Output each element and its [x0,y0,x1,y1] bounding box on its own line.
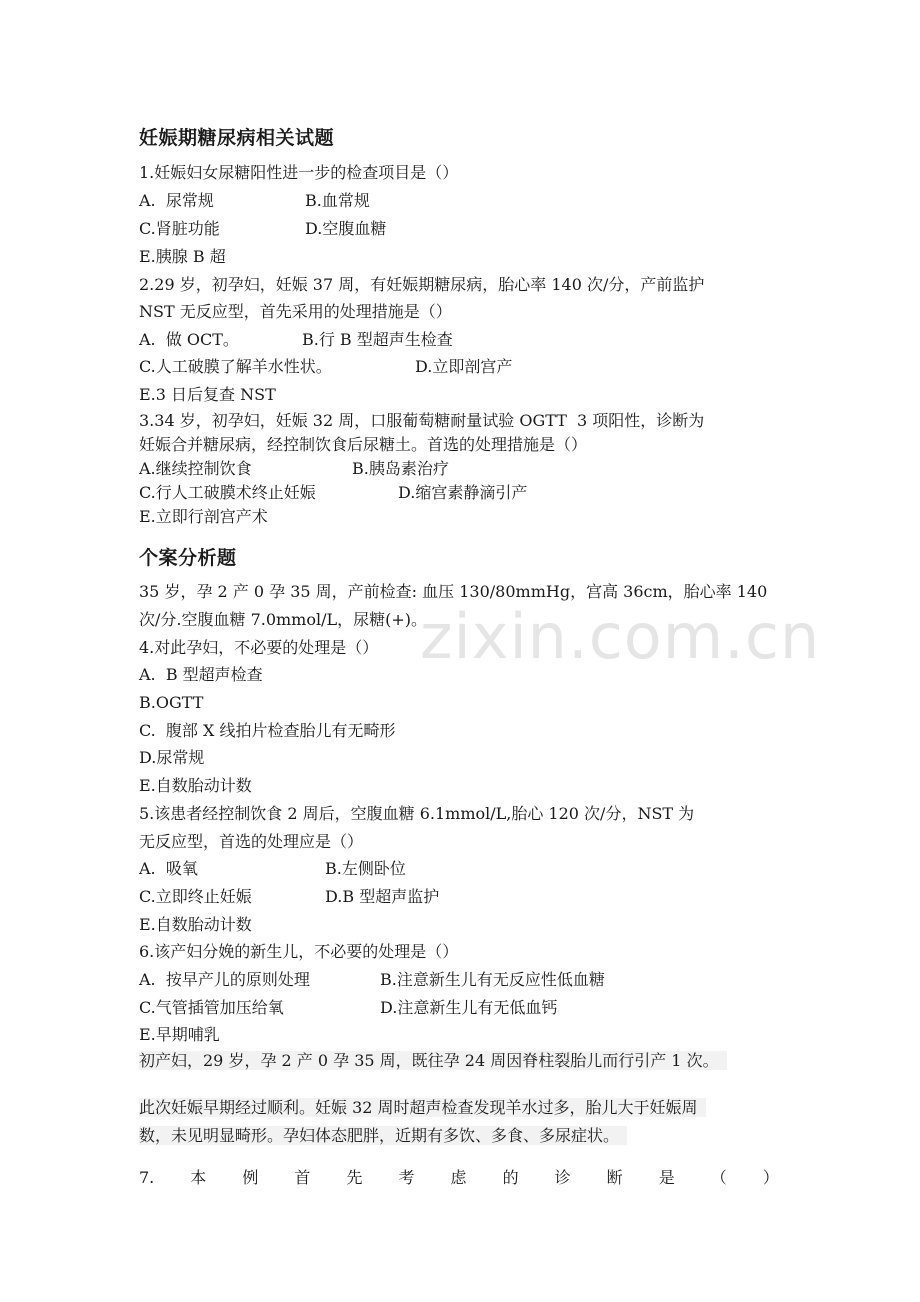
q2-option-c: C.人工破膜了解羊水性状。 [139,357,332,376]
q1-option-b: B.血常规 [305,191,370,210]
q1-stem: 1.妊娠妇女尿糖阳性进一步的检查项目是（） [139,163,459,182]
q7-stem [139,1168,779,1188]
q6-option-a: A. 按早产儿的原则处理 [139,970,310,989]
q7-token: 7. [139,1168,155,1187]
q7-token: 本 [190,1168,207,1187]
q2-option-e: E.3 日后复查 NST [139,385,276,404]
q5-stem-line1: 5.该患者经控制饮食 2 周后，空腹血糖 6.1mmol/L,胎心 120 次/分，NST 为 [139,804,695,823]
case1-line2: 次/分.空腹血糖 7.0mmol/L，尿糖(+)。 [139,610,428,629]
q3-option-b: B.胰岛素治疗 [352,459,449,478]
q7-token: 诊 [554,1168,571,1187]
q4-stem: 4.对此孕妇，不必要的处理是（） [139,638,379,657]
q6-option-c: C.气管插管加压给氧 [139,998,284,1017]
case2-line1-text: 初产妇，29 岁，孕 2 产 0 孕 35 周，既往孕 24 周因脊柱裂胎儿而行引产 1 次。 [139,1051,727,1070]
watermark: zixin.com.cn [420,600,821,673]
q1-option-d: D.空腹血糖 [305,219,387,238]
q5-stem-line2: 无反应型，首选的处理应是（） [139,832,364,851]
q2-option-b: B.行 B 型超声生检查 [302,330,453,349]
q1-option-c: C.肾脏功能 [139,219,220,238]
q5-option-e: E.自数胎动计数 [139,915,252,934]
q7-token: 断 [606,1168,623,1187]
q3-option-c: C.行人工破膜术终止妊娠 [139,483,316,502]
q5-option-b: B.左侧卧位 [325,859,406,878]
q1-option-a: A. 尿常规 [139,191,214,210]
q7-token: 是 [658,1168,675,1187]
q6-option-d: D.注意新生儿有无低血钙 [380,998,558,1017]
q7-token: 的 [502,1168,519,1187]
case2-line3-text: 数，未见明显畸形。孕妇体态肥胖，近期有多饮、多食、多尿症状。 [139,1126,627,1145]
q7-token: （ [710,1168,727,1187]
q4-option-a: A. B 型超声检查 [139,665,263,684]
q5-option-c: C.立即终止妊娠 [139,887,252,906]
page-title: 妊娠期糖尿病相关试题 [139,127,335,149]
q7-token: 先 [346,1168,363,1187]
q7-token: 考 [398,1168,415,1187]
q2-option-a: A. 做 OCT。 [139,330,239,349]
q5-option-d: D.B 型超声监护 [325,887,440,906]
case2-line3 [139,1126,627,1146]
q2-stem-line1: 2.29 岁，初孕妇，妊娠 37 周，有妊娠期糖尿病，胎心率 140 次/分，产前监护 [139,275,705,294]
q4-option-c: C. 腹部 X 线拍片检查胎儿有无畸形 [139,721,396,740]
q3-option-e: E.立即行剖宫产术 [139,507,268,526]
q3-stem-line1: 3.34 岁，初孕妇，妊娠 32 周，口服葡萄糖耐量试验 OGTT 3 项阳性，诊断为 [139,411,705,430]
q4-option-b: B.OGTT [139,693,204,712]
q7-token: 例 [242,1168,259,1187]
q6-option-b: B.注意新生儿有无反应性低血糖 [380,970,605,989]
case2-line2 [139,1098,706,1118]
case2-line2-text: 此次妊娠早期经过顺利。妊娠 32 周时超声检查发现羊水过多，胎儿大于妊娠周 [139,1098,706,1117]
q7-token: 首 [294,1168,311,1187]
q6-option-e: E.早期哺乳 [139,1025,220,1044]
q6-stem: 6.该产妇分娩的新生儿，不必要的处理是（） [139,942,459,961]
q4-option-e: E.自数胎动计数 [139,776,252,795]
section-heading: 个案分析题 [139,547,237,569]
q5-option-a: A. 吸氧 [139,859,198,878]
q7-token: ） [762,1168,779,1187]
q2-option-d: D.立即剖宫产 [415,357,513,376]
q1-option-e: E.胰腺 B 超 [139,247,226,266]
q3-option-a: A.继续控制饮食 [139,459,252,478]
q3-option-d: D.缩宫素静滴引产 [398,483,528,502]
q3-stem-line2: 妊娠合并糖尿病，经控制饮食后尿糖土。首选的处理措施是（） [139,435,588,454]
case2-line1 [139,1051,727,1071]
case1-line1: 35 岁，孕 2 产 0 孕 35 周，产前检查: 血压 130/80mmHg，宫高 36cm，胎心率 140 [139,582,768,601]
q2-stem-line2: NST 无反应型，首先采用的处理措施是（） [139,302,452,321]
q7-token: 虑 [450,1168,467,1187]
q4-option-d: D.尿常规 [139,748,205,767]
